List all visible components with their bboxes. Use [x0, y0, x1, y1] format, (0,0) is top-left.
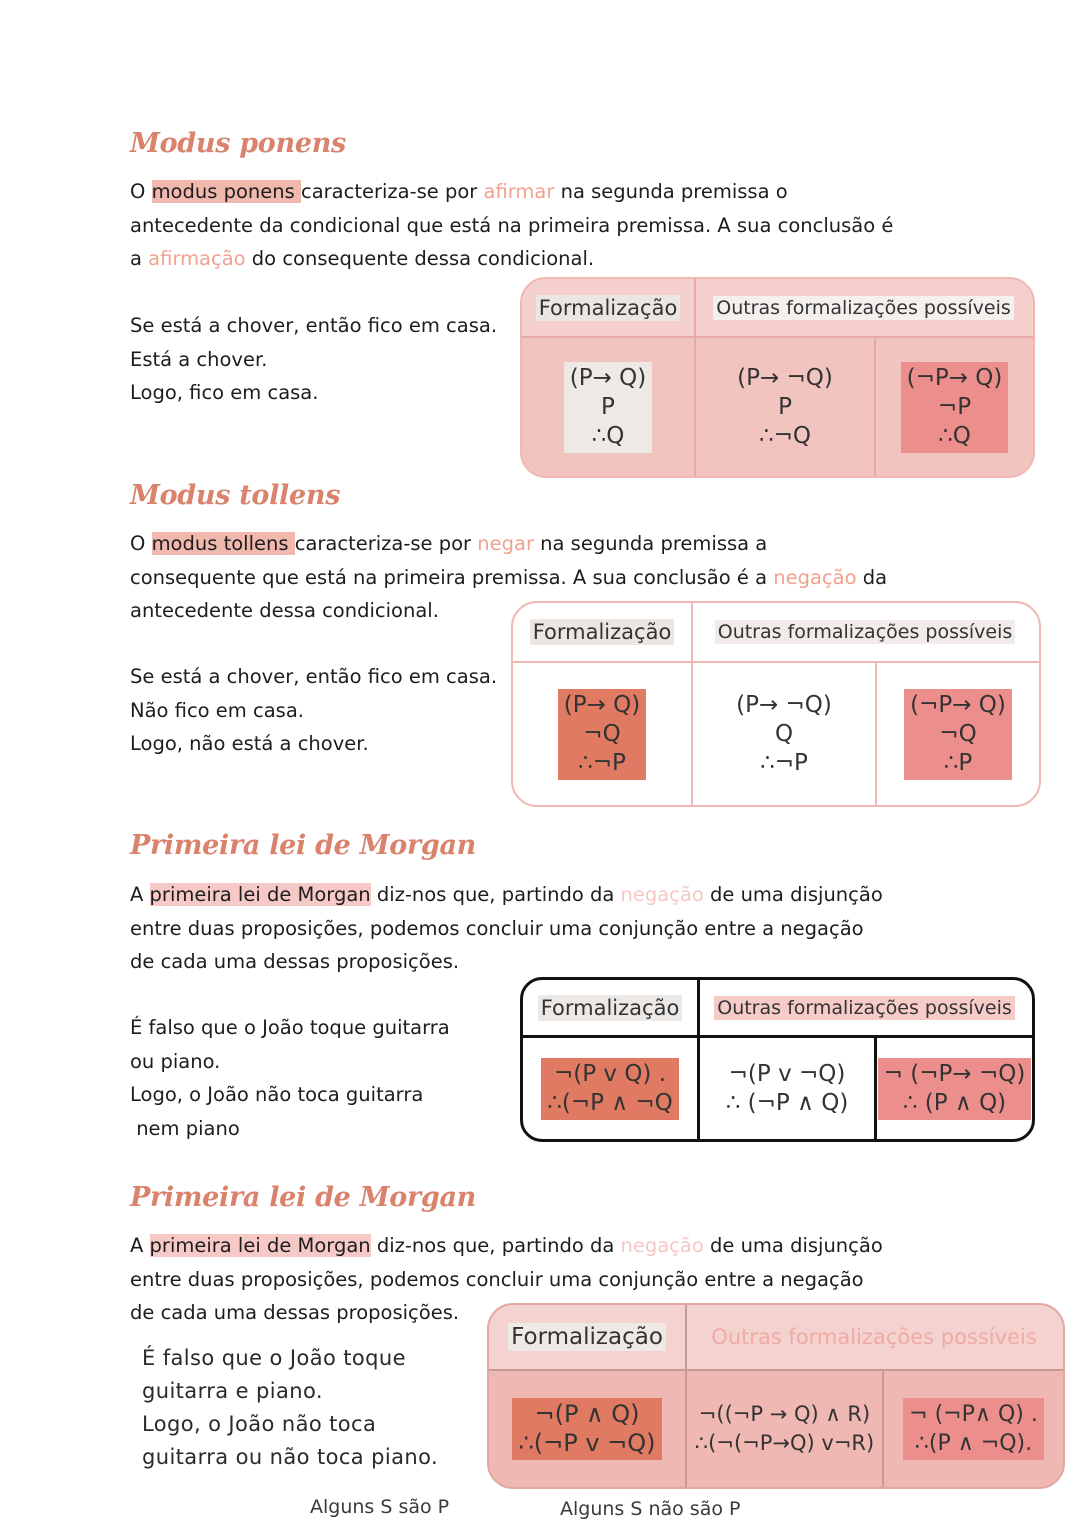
- example-line: Se está a chover, então fico em casa.: [130, 314, 498, 337]
- header-formalizacao: Formalização: [538, 995, 683, 1021]
- table-header: [522, 279, 1033, 336]
- formula-line: ¬((¬P → Q) ∧ R): [698, 1402, 871, 1426]
- formula-line: ∴P: [943, 749, 973, 776]
- example-morgan-2: [142, 1342, 438, 1474]
- section-title-primeira-lei-de-morgan-2: Primeira lei de Morgan: [130, 1182, 476, 1213]
- formula-line: ¬(P v ¬Q): [728, 1060, 846, 1087]
- formula-line: ¬Q: [583, 720, 621, 747]
- example-morgan-1: [130, 1011, 450, 1145]
- example-modus-tollens: [130, 660, 497, 761]
- text: antecedente da condicional que está na primeira premissa. A sua conclusão é: [130, 213, 894, 237]
- formula-line: ∴ (P ∧ Q): [902, 1089, 1007, 1116]
- highlighted-term: primeira lei de Morgan: [149, 883, 371, 906]
- section-paragraph-morgan-1: [130, 878, 960, 979]
- example-line: guitarra ou não toca piano.: [142, 1445, 439, 1469]
- header-outras-formalizacoes: Outras formalizações possíveis: [714, 996, 1015, 1020]
- formula-line: ¬P: [937, 393, 972, 420]
- formalization-table-modus-tollens: [511, 601, 1041, 807]
- header-outras-formalizacoes: Outras formalizações possíveis: [713, 296, 1014, 320]
- formula-line: ∴(¬(¬P→Q) v¬R): [694, 1431, 875, 1455]
- text: entre duas proposições, podemos concluir uma conjunção entre a negação: [130, 1267, 864, 1291]
- header-cell: [513, 603, 691, 661]
- example-line: Logo, fico em casa.: [130, 381, 319, 404]
- example-line: Logo, o João não toca: [142, 1412, 377, 1436]
- example-line: Se está a chover, então fico em casa.: [130, 665, 498, 688]
- formula-line: (¬P→ Q): [910, 691, 1006, 718]
- example-line: É falso que o João toque: [142, 1346, 406, 1370]
- text: consequente que está na primeira premissa. A sua conclusão é a: [130, 565, 774, 589]
- formula-cell: [696, 338, 874, 476]
- example-line: É falso que o João toque guitarra: [130, 1016, 450, 1039]
- header-cell: [489, 1305, 685, 1369]
- formula-line: ∴ (¬P ∧ Q): [725, 1089, 849, 1116]
- example-line: Está a chover.: [130, 347, 268, 371]
- header-cell: [685, 1305, 1063, 1369]
- section-title-modus-ponens: Modus ponens: [130, 128, 346, 159]
- footer-label-right: Alguns S não são P: [560, 1498, 741, 1520]
- accent-word: negar: [477, 532, 534, 555]
- text: O: [130, 180, 152, 203]
- section-paragraph-modus-ponens: [130, 175, 960, 276]
- highlighted-term: modus ponens: [151, 180, 301, 203]
- example-modus-ponens: [130, 309, 497, 410]
- formula-line: ∴(P ∧ ¬Q).: [914, 1431, 1033, 1456]
- example-line: guitarra e piano.: [142, 1379, 323, 1403]
- example-line: Não fico em casa.: [130, 698, 304, 722]
- formula-cell: [876, 338, 1033, 476]
- highlighted-term: modus tollens: [151, 532, 295, 555]
- header-cell: [697, 980, 1032, 1036]
- table-header: [513, 603, 1039, 661]
- footer-label-left: Alguns S são P: [310, 1496, 450, 1518]
- formula-cell: [523, 1038, 697, 1139]
- text: diz-nos que, partindo da: [370, 1234, 621, 1257]
- text: antecedente dessa condicional.: [130, 599, 439, 622]
- text: caracteriza-se por: [300, 180, 484, 203]
- header-cell: [523, 980, 697, 1036]
- text: entre duas proposições, podemos concluir uma conjunção entre a negação: [130, 916, 864, 940]
- text: a: [130, 247, 149, 270]
- formula-line: (P→ Q): [569, 364, 647, 391]
- formalization-table-morgan-2: [487, 1303, 1065, 1489]
- text: diz-nos que, partindo da: [370, 883, 621, 906]
- section-title-primeira-lei-de-morgan: Primeira lei de Morgan: [130, 830, 476, 861]
- formula-line: ¬(P ∧ Q): [534, 1400, 640, 1428]
- accent-word: negação: [620, 1234, 704, 1257]
- formula-cell: [877, 663, 1039, 805]
- formula-cell: [489, 1371, 685, 1487]
- formula-line: ∴(¬P v ¬Q): [518, 1429, 656, 1457]
- text: de uma disjunção: [703, 1234, 883, 1257]
- formula-line: ∴¬P: [760, 749, 808, 776]
- formula-cell: [877, 1038, 1032, 1139]
- formula-line: ∴Q: [938, 422, 971, 449]
- text: de cada uma dessas proposições.: [130, 950, 460, 973]
- text: do consequente dessa condicional.: [245, 247, 595, 270]
- text: O: [130, 532, 152, 555]
- text: A: [130, 1234, 150, 1257]
- header-outras-formalizacoes: Outras formalizações possíveis: [711, 1325, 1037, 1349]
- accent-word: afirmação: [148, 247, 246, 270]
- header-cell: [691, 603, 1039, 661]
- formula-cell: [884, 1371, 1063, 1487]
- formalization-table-modus-ponens: [520, 277, 1035, 478]
- table-header: [523, 980, 1032, 1036]
- formula-line: P: [778, 393, 792, 420]
- header-outras-formalizacoes: Outras formalizações possíveis: [715, 620, 1016, 644]
- formula-line: ¬ (¬P→ ¬Q): [883, 1060, 1026, 1087]
- accent-word: negação: [773, 565, 857, 589]
- formula-cell: [700, 1038, 874, 1139]
- formula-line: ¬ (¬P∧ Q) .: [909, 1402, 1038, 1427]
- header-formalizacao: Formalização: [536, 295, 681, 321]
- formalization-table-morgan-1: [520, 977, 1035, 1142]
- section-title-modus-tollens: Modus tollens: [130, 480, 341, 511]
- text: de uma disjunção: [703, 883, 883, 906]
- formula-cell: [513, 663, 691, 805]
- formula-line: ¬(P v Q) .: [553, 1060, 667, 1087]
- example-line: nem piano: [130, 1116, 240, 1140]
- accent-word: afirmar: [483, 180, 555, 203]
- example-line: Logo, não está a chover.: [130, 732, 369, 755]
- header-cell: [522, 279, 694, 336]
- formula-line: P: [601, 393, 615, 420]
- header-cell: [694, 279, 1033, 336]
- header-formalizacao: Formalização: [508, 1323, 666, 1351]
- formula-cell: [693, 663, 875, 805]
- text: na segunda premissa a: [533, 532, 768, 555]
- formula-line: ∴(¬P ∧ ¬Q: [547, 1089, 673, 1116]
- text: de cada uma dessas proposições.: [130, 1301, 460, 1324]
- formula-line: ∴¬Q: [758, 422, 811, 449]
- table-header: [489, 1305, 1063, 1369]
- header-formalizacao: Formalização: [530, 619, 675, 645]
- formula-line: Q: [774, 720, 794, 747]
- formula-line: (P→ ¬Q): [737, 364, 833, 391]
- example-line: Logo, o João não toca guitarra: [130, 1083, 424, 1106]
- formula-line: (¬P→ Q): [906, 364, 1003, 391]
- formula-line: ∴¬P: [578, 749, 626, 776]
- formula-line: ¬Q: [939, 720, 977, 747]
- formula-line: (P→ Q): [563, 691, 641, 718]
- accent-word: negação: [620, 883, 704, 906]
- formula-line: ∴Q: [591, 422, 625, 449]
- text: da: [856, 565, 888, 589]
- text: na segunda premissa o: [554, 180, 788, 203]
- text: caracteriza-se por: [294, 532, 478, 555]
- formula-line: (P→ ¬Q): [736, 691, 832, 718]
- formula-cell: [687, 1371, 882, 1487]
- highlighted-term: primeira lei de Morgan: [149, 1234, 371, 1257]
- example-line: ou piano.: [130, 1049, 221, 1073]
- text: A: [130, 883, 150, 906]
- formula-cell: [522, 338, 694, 476]
